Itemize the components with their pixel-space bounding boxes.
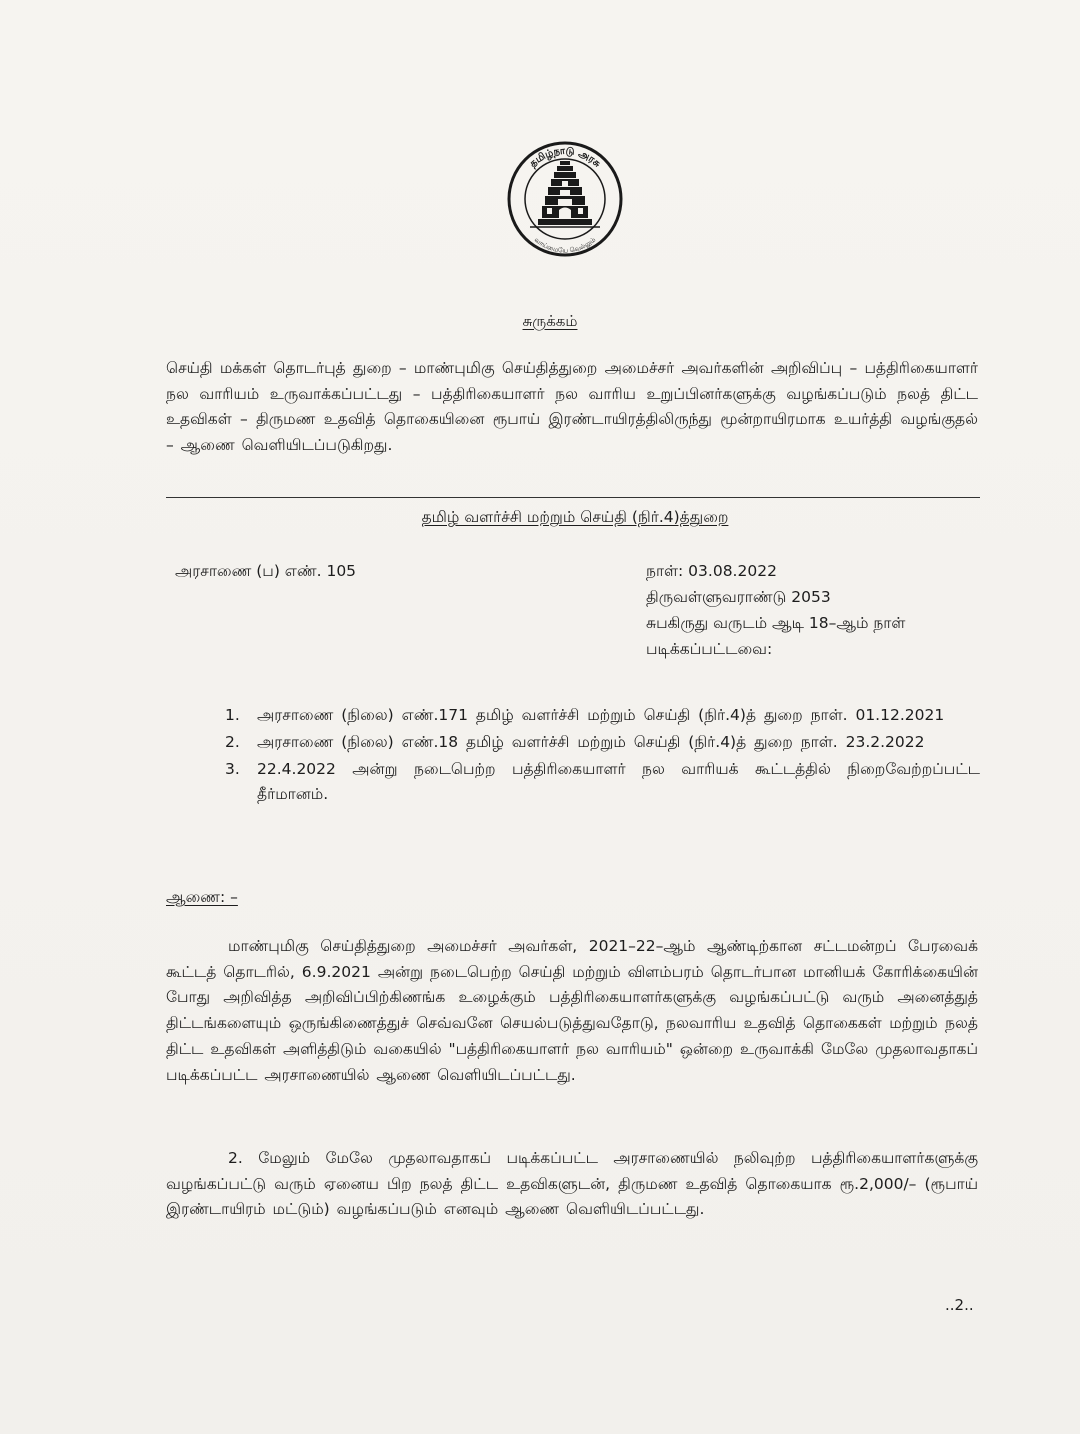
summary-text: செய்தி மக்கள் தொடர்புத் துறை – மாண்புமிகு செய்தித்துறை அமைச்சர் அவர்களின் அறிவிப்பு – பத்திரிகையாளர் நல வாரியம் உருவாக்கப்பட்டது – பத்திரிகையாளர் நல வாரிய உறுப்பினர்களுக்கு வழங்கப்படும் நலத் திட்ட உதவிகள் – திருமண உதவித் தொகையினை ரூபாய் இரண்டாயிரத்திலிருந்து மூன்றாயிரமாக உயர்த்தி வழங்குதல் – ஆணை வெளியிடப்படுகிறது.: [166, 359, 978, 454]
list-item: [225, 757, 980, 807]
reference-number: 3.: [225, 760, 240, 778]
order-paragraph-1: மாண்புமிகு செய்தித்துறை அமைச்சர் அவர்கள், 2021–22–ஆம் ஆண்டிற்கான சட்டமன்றப் பேரவைக் கூட்டத் தொடரில், 6.9.2021 அன்று நடைபெற்ற செய்தி மற்றும் விளம்பரம் தொடர்பான மானியக் கோரிக்கையின் போது அறிவித்த அறிவிப்பிற்கிணங்க உழைக்கும் பத்திரிகையாளர்களுக்கு வழங்கப்பட்டு வரும் அனைத்துத் திட்டங்களையும் ஒருங்கிணைத்துச் செவ்வனே செயல்படுத்துவதோடு, நலவாரிய உதவித் தொகைகள் மற்றும் நலத் திட்ட உதவிகள் அளித்திடும் வகையில் "பத்திரிகையாளர் நல வாரியம்" ஒன்றை உருவாக்கி மேலே முதலாவதாகப் படிக்கப்பட்ட அரசாணையில் ஆணை வெளியிடப்பட்டது.: [166, 937, 978, 1084]
page-number: ..2..: [945, 1296, 974, 1314]
reference-text: அரசாணை (நிலை) எண்.18 தமிழ் வளர்ச்சி மற்றும் செய்தி (நிர்.4)த் துறை நாள். 23.2.2022: [257, 733, 925, 751]
order-date: நாள்: 03.08.2022: [646, 562, 777, 580]
emblem-top-text: தமிழ்நாடு அரசு: [527, 145, 603, 170]
tamil-nadu-emblem-icon: [500, 133, 630, 263]
emblem-motto: வாய்மையே வெல்லும்: [532, 235, 598, 255]
read-label: படிக்கப்பட்டவை:: [646, 640, 773, 658]
summary-title: சுருக்கம்: [522, 312, 578, 330]
reference-text: அரசாணை (நிலை) எண்.171 தமிழ் வளர்ச்சி மற்றும் செய்தி (நிர்.4)த் துறை நாள். 01.12.2021: [257, 706, 945, 724]
list-item: [225, 703, 980, 728]
tamil-date: சுபகிருது வருடம் ஆடி 18–ஆம் நாள்: [646, 614, 906, 632]
order-heading: ஆணை: –: [166, 888, 238, 906]
order-paragraph-2: 2. மேலும் மேலே முதலாவதாகப் படிக்கப்பட்ட அரசாணையில் நலிவுற்ற பத்திரிகையாளர்களுக்கு வழங்கப்பட்டு வரும் ஏனைய பிற நலத் திட்ட உதவிகளுடன், திருமண உதவித் தொகையாக ரூ.2,000/– (ரூபாய் இரண்டாயிரம் மட்டும்) வழங்கப்படும் எனவும் ஆணை வெளியிடப்பட்டது.: [166, 1149, 978, 1219]
date-block: [646, 558, 986, 662]
reference-text: 22.4.2022 அன்று நடைபெற்ற பத்திரிகையாளர் நல வாரியக் கூட்டத்தில் நிறைவேற்றப்பட்ட தீர்மானம்.: [257, 760, 980, 803]
reference-number: 1.: [225, 706, 240, 724]
references-list: [225, 703, 980, 809]
thiruvalluvar-year: திருவள்ளுவராண்டு 2053: [646, 588, 831, 606]
go-number: அரசாணை (ப) எண். 105: [175, 562, 357, 580]
reference-number: 2.: [225, 733, 240, 751]
divider: [166, 497, 980, 498]
department-title: தமிழ் வளர்ச்சி மற்றும் செய்தி (நிர்.4)த்துறை: [421, 508, 729, 526]
list-item: [225, 730, 980, 755]
